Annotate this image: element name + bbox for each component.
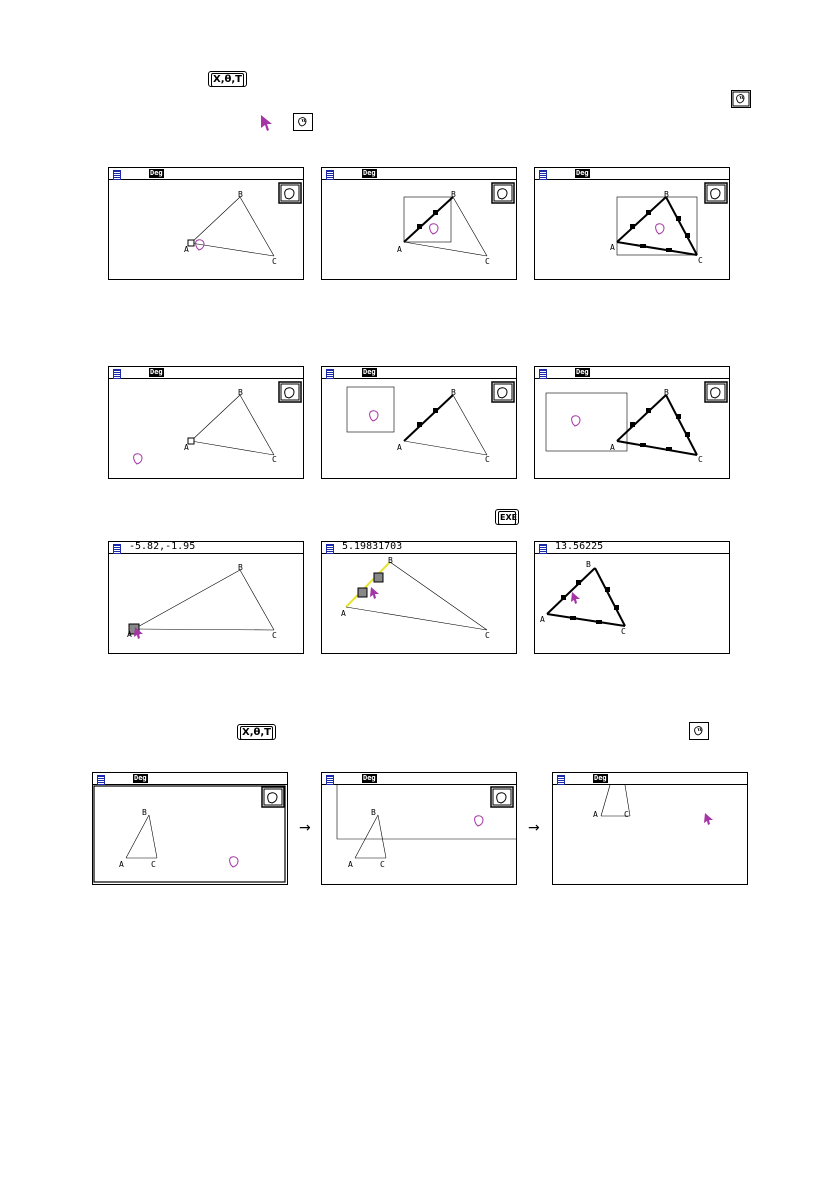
coordinate-readout: -5.82,-1.95 (129, 541, 196, 552)
step-arrow: → (299, 820, 311, 836)
angle-mode-badge: Deg (150, 368, 163, 376)
calc-screen-r3-3 (534, 541, 730, 654)
hand-pan-icon (731, 90, 751, 112)
svg-text:A: A (127, 630, 132, 639)
svg-text:A: A (540, 615, 545, 624)
svg-text:A: A (184, 245, 189, 254)
svg-text:B: B (388, 556, 393, 565)
calc-screen-r1-1 (108, 167, 304, 280)
perimeter-readout: 13.56225 (555, 541, 604, 552)
svg-text:A: A (184, 443, 189, 452)
svg-text:A: A (593, 810, 598, 819)
svg-text:C: C (380, 860, 385, 869)
svg-text:B: B (371, 808, 376, 817)
angle-mode-badge: Deg (363, 169, 376, 177)
angle-mode-badge: Deg (134, 774, 147, 782)
svg-text:A: A (610, 243, 615, 252)
svg-text:C: C (485, 631, 490, 640)
svg-text:A: A (397, 443, 402, 452)
svg-text:B: B (664, 190, 669, 199)
svg-text:A: A (610, 443, 615, 452)
calc-screen-r3-1 (108, 541, 304, 654)
svg-text:A: A (341, 609, 346, 618)
xthetat-key: X,θ,T (237, 724, 276, 740)
calc-screen-r3-2 (321, 541, 517, 654)
length-readout: 5.19831703 (342, 541, 403, 552)
svg-text:C: C (698, 256, 703, 265)
step-arrow: → (528, 820, 540, 836)
svg-text:C: C (272, 257, 277, 266)
svg-text:B: B (238, 190, 243, 199)
svg-text:B: B (142, 808, 147, 817)
svg-text:B: B (664, 388, 669, 397)
svg-text:C: C (621, 627, 626, 636)
angle-mode-badge: Deg (363, 774, 376, 782)
svg-text:A: A (119, 860, 124, 869)
calc-screen-r1-3 (534, 167, 730, 280)
svg-text:B: B (451, 388, 456, 397)
svg-text:C: C (698, 455, 703, 464)
angle-mode-badge: Deg (363, 368, 376, 376)
angle-mode-badge: Deg (576, 169, 589, 177)
svg-text:C: C (151, 860, 156, 869)
hand-pan-icon (293, 113, 313, 135)
angle-mode-badge: Deg (576, 368, 589, 376)
calc-screen-r4-2 (321, 772, 517, 885)
calc-screen-r4-3 (552, 772, 748, 885)
calc-screen-r4-1 (92, 772, 288, 885)
svg-text:C: C (272, 455, 277, 464)
xthetat-key: X,θ,T (208, 71, 247, 87)
svg-text:C: C (272, 631, 277, 640)
angle-mode-badge: Deg (150, 169, 163, 177)
calc-screen-r2-2 (321, 366, 517, 479)
calc-screen-r2-3 (534, 366, 730, 479)
hand-pan-icon (689, 722, 709, 744)
svg-text:A: A (348, 860, 353, 869)
calc-screen-r2-1 (108, 366, 304, 479)
svg-text:C: C (624, 810, 629, 819)
svg-text:B: B (238, 563, 243, 572)
pointer-icon (260, 114, 274, 136)
svg-text:B: B (586, 560, 591, 569)
svg-text:B: B (238, 388, 243, 397)
svg-text:B: B (451, 190, 456, 199)
svg-text:C: C (485, 257, 490, 266)
exe-key: EXE (495, 509, 519, 525)
calc-screen-r1-2 (321, 167, 517, 280)
svg-text:A: A (397, 245, 402, 254)
angle-mode-badge: Deg (594, 774, 607, 782)
svg-text:C: C (485, 455, 490, 464)
